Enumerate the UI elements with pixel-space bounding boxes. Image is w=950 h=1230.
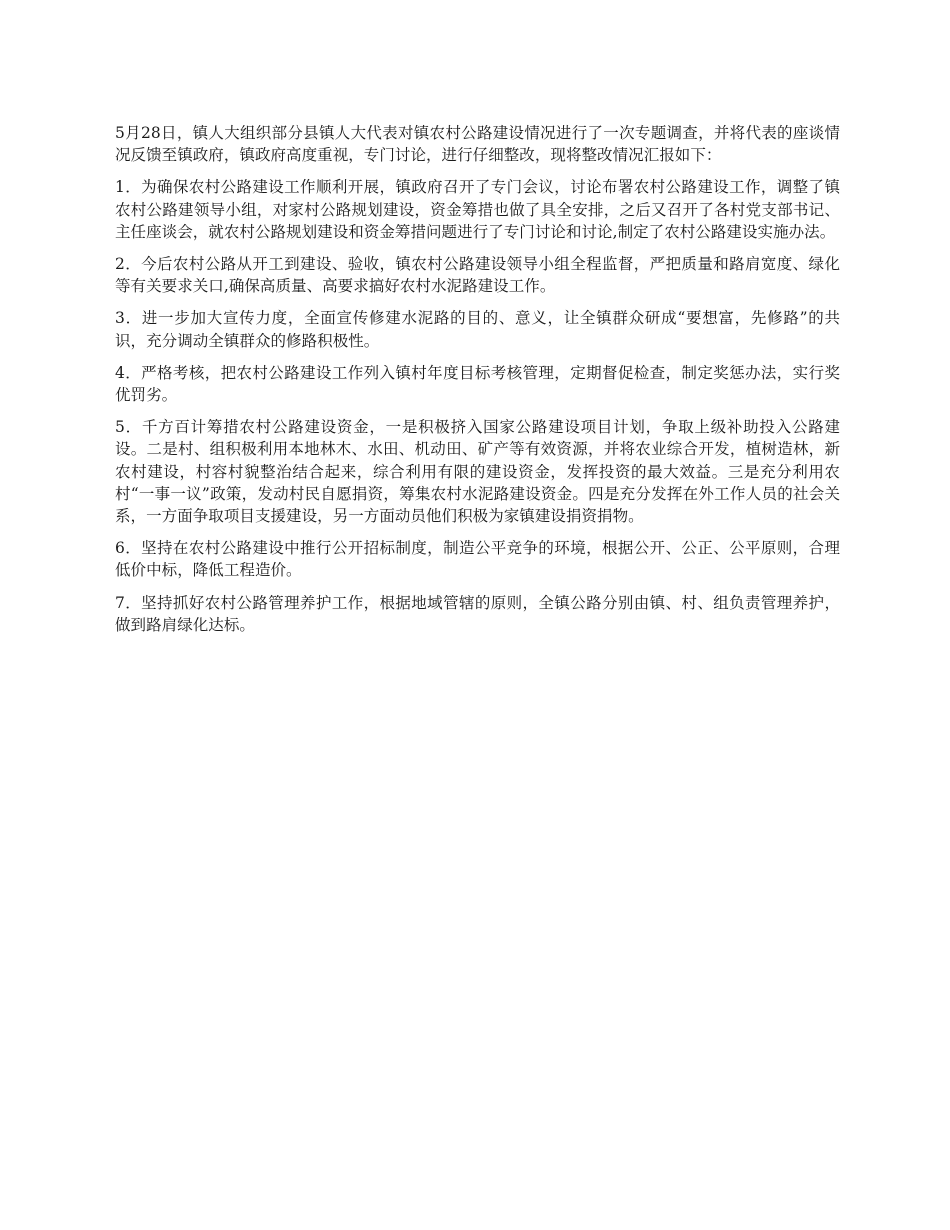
item-paragraph-7: 7．坚持抓好农村公路管理养护工作，根据地域管辖的原则，全镇公路分别由镇、村、组负责管理养护，做到路肩绿化达标。	[115, 593, 840, 634]
item-paragraph-5: 5．千方百计筹措农村公路建设资金，一是积极挤入国家公路建设项目计划，争取上级补助投入公路建设。二是村、组积极利用本地林木、水田、机动田、矿产等有效资源，并将农业综合开发，植树造林，新农村建设，村容村貌整治结合起来，综合利用有限的建设资金，发挥投资的最大效益。三是充分利用农村“一事一议”政策，发动村民自愿捐资，筹集农村水泥路建设资金。四是充分发挥在外工作人员的社会关系，一方面争取项目支援建设，另一方面动员他们积极为家镇建设捐资捐物。	[115, 418, 840, 526]
item-paragraph-2: 2．今后农村公路从开工到建设、验收，镇农村公路建设领导小组全程监督，严把质量和路肩宽度、绿化等有关要求关口,确保高质量、高要求搞好农村水泥路建设工作。	[115, 255, 840, 296]
item-paragraph-6: 6．坚持在农村公路建设中推行公开招标制度，制造公平竞争的环境，根据公开、公正、公平原则，合理低价中标，降低工程造价。	[115, 539, 840, 580]
item-paragraph-1: 1．为确保农村公路建设工作顺利开展，镇政府召开了专门会议，讨论布署农村公路建设工作，调整了镇农村公路建领导小组，对家村公路规划建设，资金筹措也做了具全安排，之后又召开了各村党支部书记、主任座谈会，就农村公路规划建设和资金筹措问题进行了专门讨论和讨论,制定了农村公路建设实施办法。	[115, 178, 840, 241]
item-paragraph-3: 3．进一步加大宣传力度，全面宣传修建水泥路的目的、意义，让全镇群众研成“要想富，先修路”的共识，充分调动全镇群众的修路积极性。	[115, 309, 840, 350]
document-body	[115, 122, 840, 646]
item-paragraph-4: 4．严格考核，把农村公路建设工作列入镇村年度目标考核管理，定期督促检查，制定奖惩办法，实行奖优罚劣。	[115, 363, 840, 405]
intro-paragraph: 5月28日，镇人大组织部分县镇人大代表对镇农村公路建设情况进行了一次专题调查，并将代表的座谈情况反馈至镇政府，镇政府高度重视，专门讨论，进行仔细整改，现将整改情况汇报如下：	[115, 124, 840, 165]
